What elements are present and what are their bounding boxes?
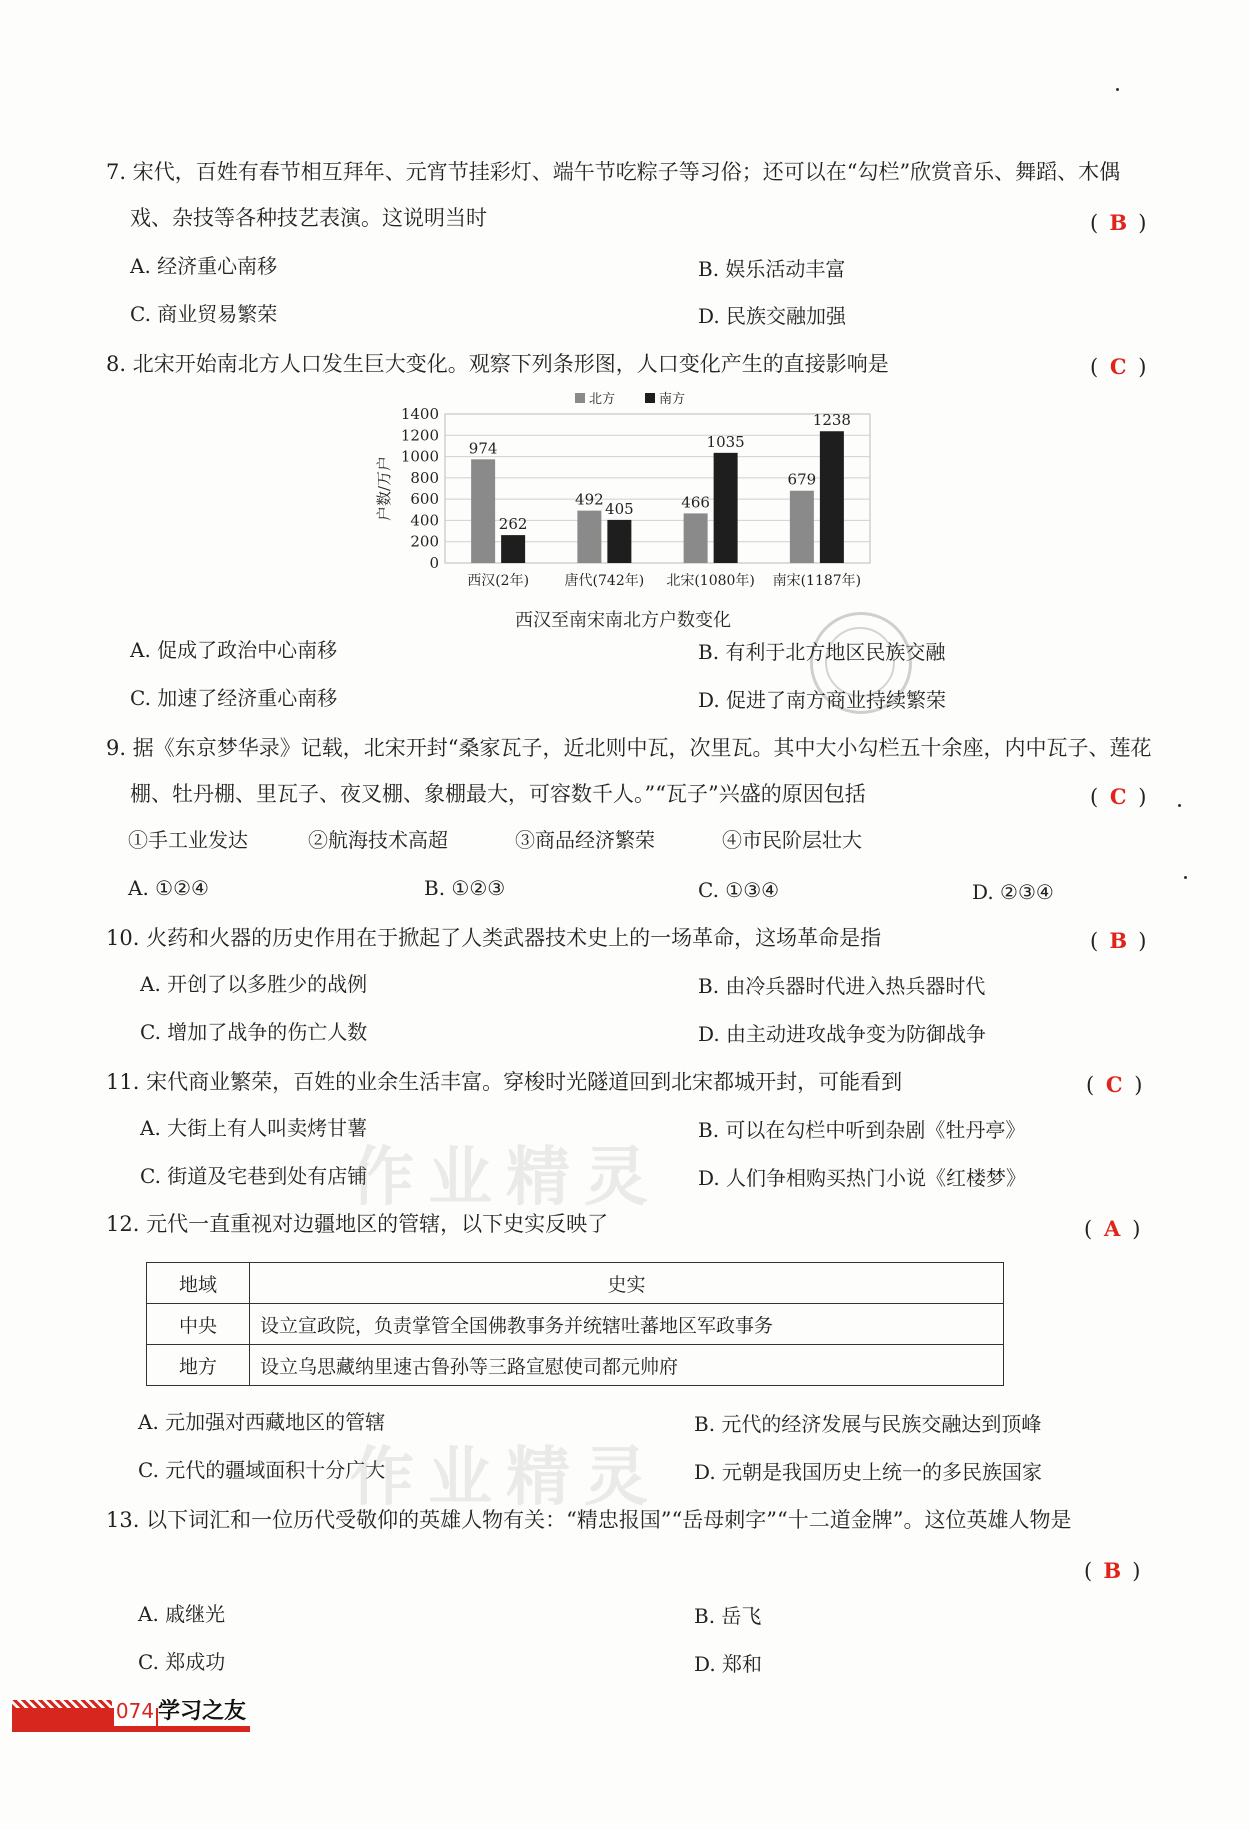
q9-answer: ( C ) <box>1090 784 1147 809</box>
q12-option-c: C. 元代的疆域面积十分广大 <box>138 1458 386 1482</box>
q9-item-3: ③商品经济繁荣 <box>515 828 655 852</box>
q8-answer: ( C ) <box>1090 354 1147 379</box>
q11-option-a: A. 大街上有人叫卖烤甘薯 <box>140 1116 368 1140</box>
q12-option-a: A. 元加强对西藏地区的管辖 <box>138 1410 386 1434</box>
table-cell-central: 中央 <box>147 1304 250 1345</box>
q12-table <box>146 1262 1004 1386</box>
scan-mark <box>1178 804 1181 807</box>
table-row <box>147 1345 1004 1386</box>
table-row <box>147 1304 1004 1345</box>
q7-option-c: C. 商业贸易繁荣 <box>130 302 278 326</box>
q9-option-a: A. ①②④ <box>128 876 209 900</box>
q13-option-a: A. 戚继光 <box>138 1602 226 1626</box>
q7-answer: ( B ) <box>1090 210 1147 235</box>
y-tick-label: 1200 <box>400 426 439 445</box>
q10-option-c: C. 增加了战争的伤亡人数 <box>140 1020 368 1044</box>
q12-answer: ( A ) <box>1084 1216 1141 1241</box>
bar-value-label: 974 <box>468 439 498 458</box>
q13-option-d: D. 郑和 <box>694 1652 763 1676</box>
table-header-fact: 史实 <box>250 1263 1004 1304</box>
watermark: 作业精灵 <box>350 1441 662 1515</box>
q13-answer: ( B ) <box>1084 1558 1141 1583</box>
bar <box>684 513 708 563</box>
x-tick-label: 南宋(1187年) <box>772 573 862 589</box>
q11-answer: ( C ) <box>1086 1072 1143 1097</box>
table-cell-central-fact: 设立宣政院，负责掌管全国佛教事务并统辖吐蕃地区军政事务 <box>250 1304 1004 1345</box>
page-number: 074 <box>114 1696 156 1726</box>
q9-item-4: ④市民阶层壮大 <box>722 828 862 852</box>
q11-stem-line1: 11. 宋代商业繁荣，百姓的业余生活丰富。穿梭时光隧道回到北宋都城开封，可能看到 <box>106 1070 903 1094</box>
y-tick-label: 200 <box>410 532 439 551</box>
population-bar-chart <box>375 388 895 633</box>
q12-option-d: D. 元朝是我国历史上统一的多民族国家 <box>694 1460 1043 1484</box>
q10-option-b: B. 由冷兵器时代进入热兵器时代 <box>698 974 986 998</box>
q9-stem-line2: 棚、牡丹棚、里瓦子、夜叉棚、象棚最大，可容数千人。”“瓦子”兴盛的原因包括 <box>130 782 866 806</box>
watermark: 作业精灵 <box>350 1141 662 1215</box>
bar-value-label: 679 <box>787 470 817 489</box>
bar <box>790 491 814 563</box>
q11-answer-letter: C <box>1105 1072 1123 1097</box>
q12-answer-letter: A <box>1104 1216 1121 1241</box>
q7-option-a: A. 经济重心南移 <box>130 254 278 278</box>
q7-stem-line1: 7. 宋代，百姓有春节相互拜年、元宵节挂彩灯、端午节吃粽子等习俗；还可以在“勾栏”欣赏音乐、舞蹈、木偶 <box>106 160 1121 184</box>
q10-answer: ( B ) <box>1090 928 1147 953</box>
scan-mark <box>1184 876 1187 879</box>
q8-stem-line1: 8. 北宋开始南北方人口发生巨大变化。观察下列条形图，人口变化产生的直接影响是 <box>106 352 889 376</box>
legend-label: 南方 <box>659 392 686 407</box>
q9-option-b: B. ①②③ <box>424 876 506 900</box>
y-tick-label: 1000 <box>400 447 439 466</box>
scan-mark <box>1116 88 1119 91</box>
legend-swatch <box>575 393 585 403</box>
bar-value-label: 262 <box>498 515 528 534</box>
x-tick-label: 唐代(742年) <box>564 573 645 589</box>
q8-answer-letter: C <box>1109 354 1127 379</box>
bar <box>820 431 844 563</box>
bar <box>607 520 631 563</box>
x-tick-label: 北宋(1080年) <box>666 573 755 589</box>
chart-caption: 西汉至南宋南北方户数变化 <box>515 610 731 631</box>
bar-value-label: 466 <box>681 493 710 512</box>
table-cell-local-fact: 设立乌思藏纳里速古鲁孙等三路宣慰使司都元帅府 <box>250 1345 1004 1386</box>
q7-option-b: B. 娱乐活动丰富 <box>698 257 846 281</box>
book-title: 学习之友 <box>158 1696 250 1726</box>
q10-option-a: A. 开创了以多胜少的战例 <box>140 972 368 996</box>
q10-answer-letter: B <box>1109 928 1128 953</box>
q7-answer-letter: B <box>1109 210 1128 235</box>
q13-answer-letter: B <box>1103 1558 1122 1583</box>
q11-option-c: C. 街道及宅巷到处有店铺 <box>140 1164 368 1188</box>
q8-option-c: C. 加速了经济重心南移 <box>130 686 338 710</box>
q13-option-b: B. 岳飞 <box>694 1604 762 1628</box>
q9-stem-line1: 9. 据《东京梦华录》记载，北宋开封“桑家瓦子，近北则中瓦，次里瓦。其中大小勾栏五十余座，内中瓦子、莲花 <box>106 736 1152 760</box>
legend-label: 北方 <box>589 392 616 407</box>
q9-item-2: ②航海技术高超 <box>308 828 448 852</box>
y-axis-label: 户数/万户 <box>375 455 393 522</box>
q9-option-c: C. ①③④ <box>698 878 780 902</box>
q7-stem-line2: 戏、杂技等各种技艺表演。这说明当时 <box>130 206 487 230</box>
table-cell-local: 地方 <box>147 1345 250 1386</box>
q10-stem-line1: 10. 火药和火器的历史作用在于掀起了人类武器技术史上的一场革命，这场革命是指 <box>106 926 882 950</box>
q12-option-b: B. 元代的经济发展与民族交融达到顶峰 <box>694 1412 1042 1436</box>
q9-answer-letter: C <box>1109 784 1127 809</box>
table-header-region: 地域 <box>147 1263 250 1304</box>
y-tick-label: 0 <box>429 554 439 572</box>
y-tick-label: 400 <box>410 511 439 530</box>
q9-item-1: ①手工业发达 <box>128 828 248 852</box>
legend-swatch <box>645 393 655 403</box>
q12-stem-line1: 12. 元代一直重视对边疆地区的管辖，以下史实反映了 <box>106 1212 609 1236</box>
q10-option-d: D. 由主动进攻战争变为防御战争 <box>698 1022 987 1046</box>
y-tick-label: 1400 <box>400 405 439 423</box>
bar-value-label: 1035 <box>706 432 745 451</box>
bar <box>714 453 738 563</box>
q13-stem-line1: 13. 以下词汇和一位历代受敬仰的英雄人物有关：“精忠报国”“岳母刺字”“十二道金牌”。这位英雄人物是 <box>106 1508 1072 1532</box>
bar-value-label: 492 <box>575 490 604 509</box>
bar-value-label: 1238 <box>812 411 851 430</box>
q8-option-d: D. 促进了南方商业持续繁荣 <box>698 688 947 712</box>
y-tick-label: 800 <box>410 468 439 487</box>
bar <box>501 535 525 563</box>
bar-value-label: 405 <box>605 499 634 518</box>
q13-option-c: C. 郑成功 <box>138 1650 226 1674</box>
q11-option-d: D. 人们争相购买热门小说《红楼梦》 <box>698 1166 1027 1190</box>
q8-option-b: B. 有利于北方地区民族交融 <box>698 640 946 664</box>
bar <box>471 459 495 563</box>
q9-option-d: D. ②③④ <box>972 880 1054 904</box>
table-header-row <box>147 1263 1004 1304</box>
bar <box>577 511 601 563</box>
footer-decoration <box>12 1700 112 1708</box>
x-tick-label: 西汉(2年) <box>467 573 530 589</box>
q8-option-a: A. 促成了政治中心南移 <box>130 638 338 662</box>
q7-option-d: D. 民族交融加强 <box>698 304 847 328</box>
q11-option-b: B. 可以在勾栏中听到杂剧《牡丹亭》 <box>698 1118 1026 1142</box>
y-tick-label: 600 <box>410 490 439 509</box>
